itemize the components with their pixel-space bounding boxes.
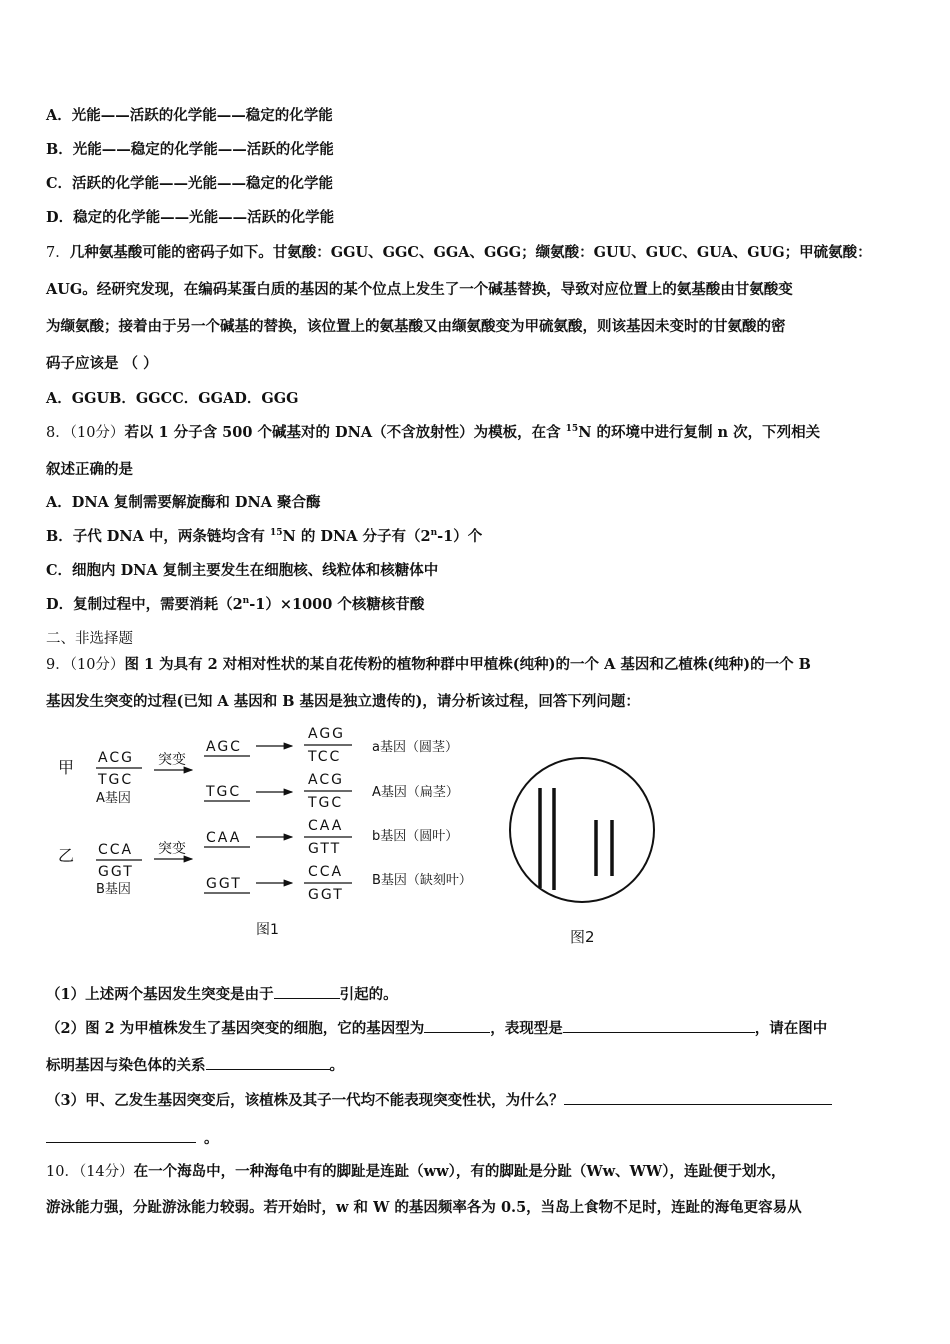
fig1-r2-bot: TGC [308,795,344,811]
q8-line-2: 叙述正确的是 [46,461,133,478]
q8-option-b-c: -1）个 [437,528,483,545]
q8-text-1b: N 的环境中进行复制 n 次，下列相关 [578,424,821,441]
q9-part-2-e: 。 [329,1057,344,1074]
q9-part-2-c: ，请在图中 [754,1020,828,1037]
fig1-r1-strand: AGC [206,739,242,755]
fig1-jia-bot: TGC [98,772,134,788]
q8-option-b-b: N 的 DNA 分子有（2 [282,528,431,545]
q9-part-2 [46,1017,827,1038]
q10-line-2: 游泳能力强，分趾游泳能力较弱。若开始时，w 和 W 的基因频率各为 0.5，当岛上食物不足时，连趾的海龟更容易从 [46,1199,802,1216]
q9-part-1-a: （1）上述两个基因发生突变是由于 [46,986,274,1003]
q8-sup-15: 15 [565,424,579,435]
q8-text-1a: 若以 1 分子含 500 个碱基对的 DNA（不含放射性）为模板，在含 [124,424,566,441]
q9-part-2-d: 标明基因与染色体的关系 [46,1057,206,1074]
q7-option-a: A．GGUB．GGCC．GGAD．GGG [46,390,299,407]
q9-part-3-blank-2[interactable] [46,1130,196,1143]
q10-text-1: 在一个海岛中，一种海龟中有的脚趾是连趾（ww），有的脚趾是分趾（Ww、WW），连趾便于划水， [133,1163,786,1180]
fig1-r2-label: A基因（扁茎） [372,785,459,800]
q9-number: 9．（10分） [46,657,125,673]
q9-part-1-b: 引起的。 [339,986,398,1003]
fig1-yi-top: CCA [98,842,134,858]
q9-part-3 [46,1089,832,1110]
fig1-label-jia: 甲 [58,758,75,777]
q8-option-d-a: D．复制过程中，需要消耗（2 [46,596,243,613]
q10-number: 10．（14分） [46,1164,134,1180]
fig1-r1-label: a基因（圆茎） [372,740,458,755]
q9-part-2-blank-2[interactable] [563,1020,755,1033]
fig1-r1-top: AGG [308,726,346,742]
fig1-r3-strand: CAA [206,830,242,846]
fig1-yi-bot: GGT [98,864,134,880]
q8-option-b-supn: n [430,528,438,539]
q9-part-2-blank-3[interactable] [206,1057,330,1070]
q9-part-2-line-2 [46,1054,344,1075]
fig2-caption: 图2 [570,928,595,946]
q9-part-3-a: （3）甲、乙发生基因突变后，该植株及其子一代均不能表现突变性状，为什么？ [46,1092,564,1109]
q9-line-1 [46,653,811,674]
q8-option-a: A．DNA 复制需要解旋酶和 DNA 聚合酶 [46,494,321,511]
q6-option-b: B．光能——稳定的化学能——活跃的化学能 [46,141,334,158]
fig1-caption: 图1 [256,922,279,938]
q7-line-1 [46,241,872,262]
q8-option-d-supn: n [242,596,250,607]
q8-option-b-sup: 15 [269,528,283,539]
q9-line-2: 基因发生突变的过程(已知 A 基因和 B 基因是独立遗传的)，请分析该过程，回答下列问题： [46,693,640,710]
q7-number: 7． [46,245,70,261]
q7-text-1: 几种氨基酸可能的密码子如下。甘氨酸：GGU、GGC、GGA、GGG；缬氨酸：GUU、GUC、GUA、GUG；甲硫氨酸： [69,244,872,261]
q9-part-3-blank-1[interactable] [564,1092,832,1105]
q9-text-1: 图 1 为具有 2 对相对性状的某自花传粉的植物种群中甲植株(纯种)的一个 A 基因和乙植株(纯种)的一个 B [124,656,811,673]
fig1-yi-gene: B基因 [96,882,131,897]
fig1-r2-top: ACG [308,772,344,788]
q9-part-1 [46,983,398,1004]
fig1-r3-label: b基因（圆叶） [372,829,459,844]
fig1-r1-bot: TCC [308,749,342,765]
q9-part-2-blank-1[interactable] [424,1020,490,1033]
q9-part-2-a: （2）图 2 为甲植株发生了基因突变的细胞，它的基因型为 [46,1020,425,1037]
q9-part-3-line-2 [46,1127,219,1148]
q6-option-d: D．稳定的化学能——光能——活跃的化学能 [46,209,335,226]
fig1-r4-strand: GGT [206,876,242,892]
q9-figures [46,718,666,953]
fig1-jia-gene: A基因 [96,791,131,806]
q8-option-d [46,593,424,614]
q10-line-1 [46,1160,785,1181]
fig1-r4-label: B基因（缺刻叶） [372,873,472,888]
q7-line-4: 码子应该是 （ ） [46,355,158,372]
q8-option-b-a: B．子代 DNA 中，两条链均含有 [46,528,270,545]
fig1-r3-top: CAA [308,818,344,834]
q6-option-a: A．光能——活跃的化学能——稳定的化学能 [46,107,333,124]
fig1-label-yi: 乙 [58,846,75,865]
q8-line-1 [46,421,820,442]
q8-option-b [46,525,482,546]
fig1-yi-mutation: 突变 [158,841,186,857]
q9-part-3-b: 。 [204,1130,219,1147]
fig1-jia-top: ACG [98,750,134,766]
q9-part-2-b: ，表现型是 [490,1020,563,1037]
fig2-cell-circle [510,758,654,902]
fig1-r4-top: CCA [308,864,344,880]
q7-line-2: AUG。经研究发现，在编码某蛋白质的基因的某个位点上发生了一个碱基替换，导致对应位置上的氨基酸由甘氨酸变 [46,281,793,298]
q8-number: 8．（10分） [46,425,125,441]
fig1-r4-bot: GGT [308,887,344,903]
q8-option-d-b: -1）×1000 个核糖核苷酸 [249,596,425,613]
fig1-r2-strand: TGC [206,784,242,800]
q7-line-3: 为缬氨酸；接着由于另一个碱基的替换，该位置上的氨基酸又由缬氨酸变为甲硫氨酸，则该基因未变时的甘氨酸的密 [46,318,786,335]
q9-part-1-blank[interactable] [274,986,340,999]
q6-option-c: C．活跃的化学能——光能——稳定的化学能 [46,175,334,192]
fig1-jia-mutation: 突变 [158,752,186,768]
q8-option-c: C．细胞内 DNA 复制主要发生在细胞核、线粒体和核糖体中 [46,562,439,579]
fig1-r3-bot: GTT [308,841,342,857]
section-heading: 二、非选择题 [46,631,133,647]
